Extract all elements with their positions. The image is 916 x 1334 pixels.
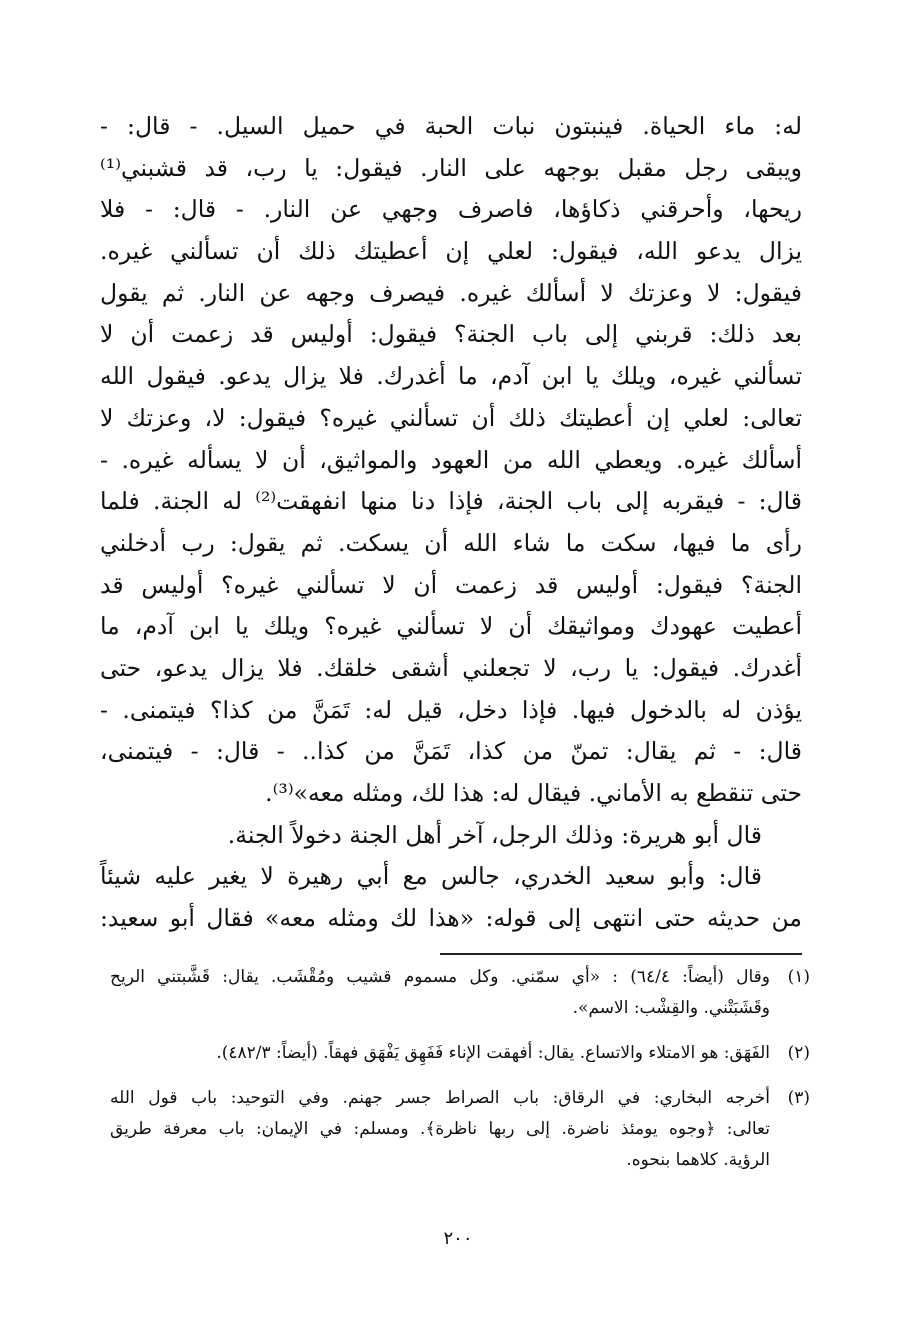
text-line: قال: - فيقربه إلى باب الجنة، فإذا دنا منها انفهقت⁽²⁾ له الجنة. فلما [100,487,802,516]
footnote-line: وقال (أيضاً: ٦٤/٤) : «أي سمّني. وكل مسموم قشيب ومُقْشَب. يقال: قَشَّبتني الريح [110,967,770,987]
page-number: ٢٠٠ [443,1228,473,1249]
text-line: يزال يدعو الله، فيقول: لعلي إن أعطيتك ذلك أن تسألني غيره. [100,237,802,266]
footnotes [110,962,810,1190]
text-line: قال: - ثم يقال: تمنّ من كذا، تَمَنَّ من كذا.. - قال: - فيتمنى، [100,737,802,766]
text-line: تعالى: لعلي إن أعطيتك ذلك أن تسألني غيره؟ فيقول: لا، وعزتك لا [100,403,802,432]
footnote-line: وقَشَبَتْني. والقِشْب: الاسم». [572,998,770,1018]
footnote-separator [440,953,802,955]
text-line: ويبقى رجل مقبل بوجهه على النار. فيقول: يا رب، قد قشبني⁽¹⁾ [100,153,802,182]
text-line: بعد ذلك: قربني إلى باب الجنة؟ فيقول: أوليس قد زعمت أن لا [100,320,802,349]
text-line: تسألني غيره، ويلك يا ابن آدم، ما أغدرك. فلا يزال يدعو. فيقول الله [100,362,802,391]
footnote-3 [110,1083,810,1176]
text-line: يؤذن له بالدخول فيها. فإذا دخل، قيل له: تَمَنَّ من كذا؟ فيتمنى. - [100,695,802,724]
footnote-number: (١) [787,967,810,987]
text-line: ريحها، وأحرقني ذكاؤها، فاصرف وجهي عن النار. - قال: - فلا [100,195,802,224]
text-line: رأى ما فيها، سكت ما شاء الله أن يسكت. ثم يقول: رب أدخلني [100,528,802,557]
text-line: قال: وأبو سعيد الخدري، جالس مع أبي رهيرة لا يغير عليه شيئاً [100,862,762,891]
text-line: أغدرك. فيقول: يا رب، لا تجعلني أشقى خلقك. فلا يزال يدعو، حتى [100,653,802,682]
text-line: أسألك غيره. ويعطي الله من العهود والمواثيق، أن لا يسأله غيره. - [100,445,802,474]
footnote-1 [110,962,810,1024]
text-line: له: ماء الحياة. فينبتون نبات الحبة في حميل السيل. - قال: - [100,112,802,140]
text-line: قال أبو هريرة: وذلك الرجل، آخر أهل الجنة دخولاً الجنة. [227,820,762,849]
main-text-block [100,106,802,940]
text-line: الجنة؟ فيقول: أوليس قد زعمت أن لا تسألني غيره؟ أوليس قد [100,570,802,599]
footnote-line: الرؤية. كلاهما بنحوه. [626,1150,770,1170]
footnote-number: (٢) [787,1043,810,1063]
text-line: أعطيت عهودك ومواثيقك أن لا تسألني غيره؟ ويلك يا ابن آدم، ما [100,612,802,641]
footnote-line: تعالى: ﴿وجوه يومئذ ناضرة. إلى ربها ناظرة﴾. ومسلم: في الإيمان: باب معرفة طريق [110,1119,770,1139]
footnote-2 [110,1038,810,1069]
footnote-number: (٣) [787,1088,810,1108]
footnote-line: الفَهَق: هو الامتلاء والاتساع. يقال: أفهقت الإناء فَفَهِق يَفْهَق فهقاً. (أيضاً: ٤٨٢/٣). [216,1043,770,1063]
footnote-line: أخرجه البخاري: في الرقاق: باب الصراط جسر جهنم. وفي التوحيد: باب قول الله [110,1088,770,1108]
text-line: فيقول: لا وعزتك لا أسألك غيره. فيصرف وجهه عن النار. ثم يقول [100,278,802,307]
text-line: من حديثه حتى انتهى إلى قوله: «هذا لك ومثله معه» فقال أبو سعيد: [100,904,802,933]
text-line: حتى تنقطع به الأماني. فيقال له: هذا لك، ومثله معه»⁽³⁾. [265,779,802,807]
